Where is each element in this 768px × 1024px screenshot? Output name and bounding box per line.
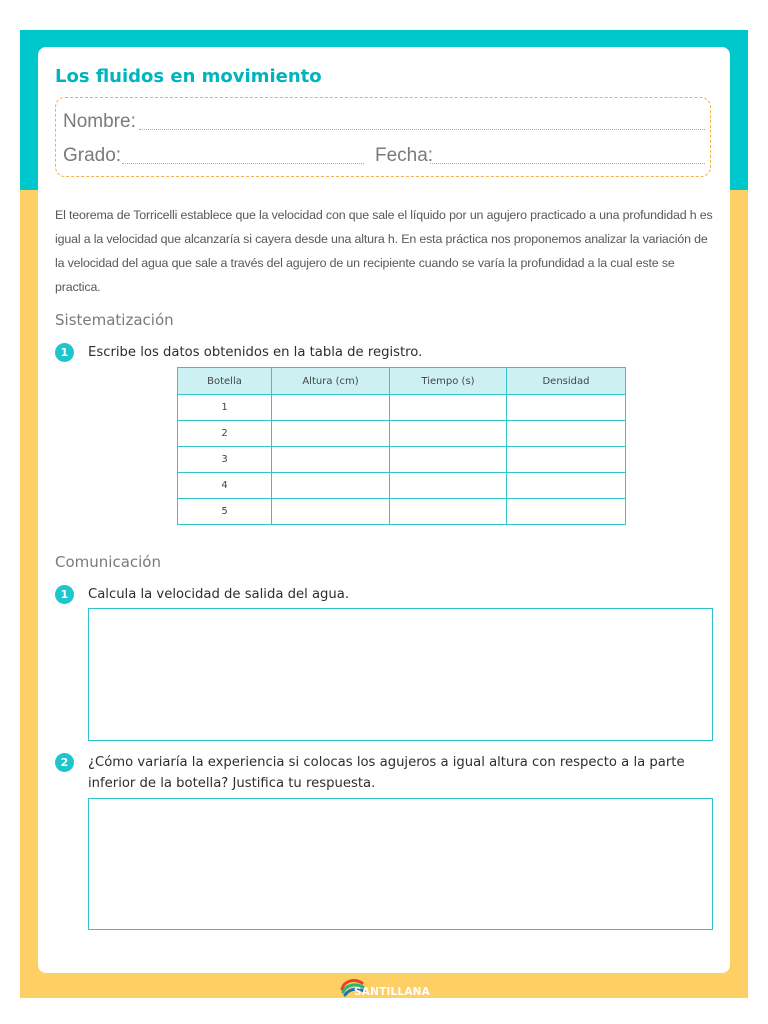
table-cell-altura[interactable] [272, 395, 390, 421]
name-field[interactable] [139, 129, 705, 130]
column-header-botella: Botella [178, 368, 272, 395]
column-header-densidad: Densidad [507, 368, 626, 395]
table-cell-altura[interactable] [272, 473, 390, 499]
section-title-comunicacion: Comunicación [55, 553, 161, 571]
worksheet-title: Los fluidos en movimiento [55, 66, 322, 87]
date-label: Fecha: [375, 145, 434, 166]
column-header-altura: Altura (cm) [272, 368, 390, 395]
section-title-sistematizacion: Sistematización [55, 311, 174, 329]
table-cell-densidad[interactable] [507, 473, 626, 499]
grade-field[interactable] [122, 163, 364, 164]
question-number-badge: 2 [55, 753, 74, 772]
question-text: Escribe los datos obtenidos en la tabla de registro. [88, 345, 423, 360]
table-cell-tiempo[interactable] [390, 499, 507, 525]
table-cell-botella: 5 [178, 499, 272, 525]
santillana-logo [340, 977, 440, 1001]
table-cell-altura[interactable] [272, 499, 390, 525]
table-cell-botella: 4 [178, 473, 272, 499]
table-cell-botella: 1 [178, 395, 272, 421]
question-text: Calcula la velocidad de salida del agua. [88, 587, 350, 602]
table-cell-altura[interactable] [272, 421, 390, 447]
answer-box-2[interactable] [88, 798, 713, 930]
table-cell-tiempo[interactable] [390, 421, 507, 447]
table-cell-densidad[interactable] [507, 395, 626, 421]
table-cell-botella: 3 [178, 447, 272, 473]
question-text: ¿Cómo variaría la experiencia si colocas los agujeros a igual altura con respecto a la parte inferior de la botella? Justifica tu respuesta. [88, 755, 685, 791]
table-cell-densidad[interactable] [507, 447, 626, 473]
table-row [178, 473, 626, 499]
table-cell-botella: 2 [178, 421, 272, 447]
table-cell-altura[interactable] [272, 447, 390, 473]
grade-label: Grado: [63, 145, 122, 166]
column-header-tiempo: Tiempo (s) [390, 368, 507, 395]
table-cell-densidad[interactable] [507, 421, 626, 447]
question-number-badge: 1 [55, 343, 74, 362]
table-row [178, 421, 626, 447]
table-cell-tiempo[interactable] [390, 395, 507, 421]
table-row [178, 447, 626, 473]
table-cell-densidad[interactable] [507, 499, 626, 525]
table-row [178, 499, 626, 525]
table-cell-tiempo[interactable] [390, 473, 507, 499]
question-number-badge: 1 [55, 585, 74, 604]
date-field[interactable] [430, 163, 705, 164]
table-cell-tiempo[interactable] [390, 447, 507, 473]
table-header-row [178, 368, 626, 395]
santillana-logo-text: SANTILLANA [354, 986, 430, 998]
table-row [178, 395, 626, 421]
registration-table [177, 367, 626, 525]
answer-box-1[interactable] [88, 608, 713, 741]
name-label: Nombre: [63, 111, 136, 132]
intro-paragraph: El teorema de Torricelli establece que la velocidad con que sale el líquido por un agujero practicado a una profundidad h es igual a la velocidad que alcanzaría si cayera desde una altura h. En esta práctica nos proponemos analizar la variación de la velocidad del agua que sale a través del agujero de un recipiente cuando se varía la profundidad a la cual este se practica. [55, 208, 713, 294]
